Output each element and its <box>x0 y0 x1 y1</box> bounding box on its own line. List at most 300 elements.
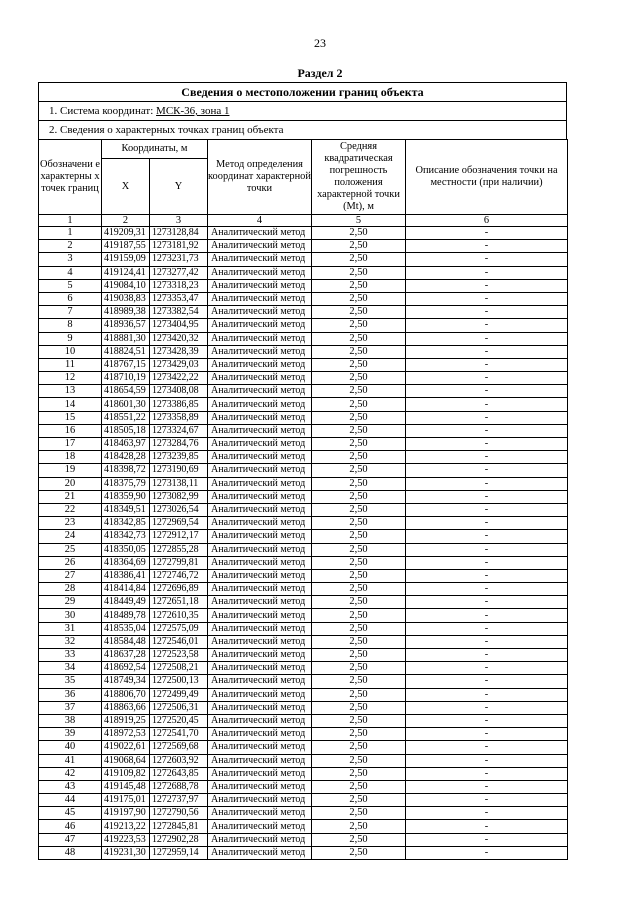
method-cell: Аналитический метод <box>208 754 312 767</box>
method-cell: Аналитический метод <box>208 767 312 780</box>
y-coordinate: 1273128,84 <box>150 227 208 240</box>
y-coordinate: 1272506,31 <box>150 701 208 714</box>
x-coordinate: 418601,30 <box>102 398 150 411</box>
boundary-points-table <box>38 139 568 860</box>
table-row <box>39 543 568 556</box>
x-coordinate: 418806,70 <box>102 688 150 701</box>
description-cell: - <box>406 701 568 714</box>
y-coordinate: 1273190,69 <box>150 464 208 477</box>
point-number: 4 <box>39 266 102 279</box>
column-number: 6 <box>406 215 568 227</box>
point-number: 19 <box>39 464 102 477</box>
x-coordinate: 419159,09 <box>102 253 150 266</box>
description-cell: - <box>406 714 568 727</box>
x-coordinate: 418342,73 <box>102 530 150 543</box>
table-row <box>39 372 568 385</box>
y-coordinate: 1272610,35 <box>150 609 208 622</box>
description-cell: - <box>406 794 568 807</box>
table-row <box>39 477 568 490</box>
y-coordinate: 1272651,18 <box>150 596 208 609</box>
method-cell: Аналитический метод <box>208 490 312 503</box>
accuracy-cell: 2,50 <box>312 754 406 767</box>
accuracy-cell: 2,50 <box>312 253 406 266</box>
method-cell: Аналитический метод <box>208 543 312 556</box>
description-cell: - <box>406 477 568 490</box>
point-number: 41 <box>39 754 102 767</box>
method-cell: Аналитический метод <box>208 424 312 437</box>
table-row <box>39 807 568 820</box>
accuracy-cell: 2,50 <box>312 820 406 833</box>
point-number: 8 <box>39 319 102 332</box>
x-header: X <box>102 159 150 215</box>
x-coordinate: 418463,97 <box>102 438 150 451</box>
point-number: 21 <box>39 490 102 503</box>
description-cell: - <box>406 569 568 582</box>
point-number: 29 <box>39 596 102 609</box>
table-row <box>39 767 568 780</box>
accuracy-cell: 2,50 <box>312 477 406 490</box>
accuracy-cell: 2,50 <box>312 556 406 569</box>
point-number: 14 <box>39 398 102 411</box>
method-cell: Аналитический метод <box>208 556 312 569</box>
table-row <box>39 714 568 727</box>
x-coordinate: 418398,72 <box>102 464 150 477</box>
table-row <box>39 701 568 714</box>
method-cell: Аналитический метод <box>208 279 312 292</box>
point-number: 30 <box>39 609 102 622</box>
y-coordinate: 1272541,70 <box>150 728 208 741</box>
description-cell: - <box>406 438 568 451</box>
method-cell: Аналитический метод <box>208 332 312 345</box>
y-coordinate: 1273181,92 <box>150 240 208 253</box>
method-cell: Аналитический метод <box>208 596 312 609</box>
point-number: 39 <box>39 728 102 741</box>
y-coordinate: 1273422,22 <box>150 372 208 385</box>
point-number: 2 <box>39 240 102 253</box>
accuracy-cell: 2,50 <box>312 503 406 516</box>
x-coordinate: 418342,85 <box>102 517 150 530</box>
method-cell: Аналитический метод <box>208 451 312 464</box>
x-coordinate: 418349,51 <box>102 503 150 516</box>
column-number: 4 <box>208 215 312 227</box>
accuracy-header: Средняя квадратическая погрешность положения характерной точки (Mt), м <box>312 140 406 215</box>
x-coordinate: 418386,41 <box>102 569 150 582</box>
table-row <box>39 728 568 741</box>
y-coordinate: 1273026,54 <box>150 503 208 516</box>
description-cell: - <box>406 345 568 358</box>
method-cell: Аналитический метод <box>208 794 312 807</box>
table-row <box>39 306 568 319</box>
method-cell: Аналитический метод <box>208 530 312 543</box>
y-coordinate: 1272546,01 <box>150 635 208 648</box>
accuracy-cell: 2,50 <box>312 345 406 358</box>
point-number: 34 <box>39 662 102 675</box>
description-cell: - <box>406 609 568 622</box>
x-coordinate: 419124,41 <box>102 266 150 279</box>
x-coordinate: 419038,83 <box>102 292 150 305</box>
point-number: 38 <box>39 714 102 727</box>
y-coordinate: 1273358,89 <box>150 411 208 424</box>
x-coordinate: 418824,51 <box>102 345 150 358</box>
table-row <box>39 332 568 345</box>
method-cell: Аналитический метод <box>208 714 312 727</box>
y-coordinate: 1273082,99 <box>150 490 208 503</box>
x-coordinate: 418350,05 <box>102 543 150 556</box>
x-coordinate: 418692,54 <box>102 662 150 675</box>
point-number: 24 <box>39 530 102 543</box>
table-row <box>39 266 568 279</box>
accuracy-cell: 2,50 <box>312 596 406 609</box>
point-number: 11 <box>39 358 102 371</box>
point-number: 42 <box>39 767 102 780</box>
point-number: 15 <box>39 411 102 424</box>
table-row <box>39 754 568 767</box>
point-number: 47 <box>39 833 102 846</box>
accuracy-cell: 2,50 <box>312 438 406 451</box>
y-coordinate: 1273420,32 <box>150 332 208 345</box>
y-coordinate: 1272643,85 <box>150 767 208 780</box>
table-row <box>39 279 568 292</box>
y-coordinate: 1272746,72 <box>150 569 208 582</box>
description-cell: - <box>406 319 568 332</box>
point-number: 35 <box>39 675 102 688</box>
x-coordinate: 418364,69 <box>102 556 150 569</box>
y-coordinate: 1272845,81 <box>150 820 208 833</box>
point-number: 7 <box>39 306 102 319</box>
description-cell: - <box>406 227 568 240</box>
table-row <box>39 675 568 688</box>
table-row <box>39 451 568 464</box>
point-number: 23 <box>39 517 102 530</box>
x-coordinate: 418375,79 <box>102 477 150 490</box>
x-coordinate: 418972,53 <box>102 728 150 741</box>
column-number-row <box>39 215 568 227</box>
table-row <box>39 424 568 437</box>
table-row <box>39 780 568 793</box>
x-coordinate: 419109,82 <box>102 767 150 780</box>
accuracy-cell: 2,50 <box>312 319 406 332</box>
description-cell: - <box>406 820 568 833</box>
point-number: 45 <box>39 807 102 820</box>
x-coordinate: 419145,48 <box>102 780 150 793</box>
page-number: 23 <box>314 36 326 50</box>
description-cell: - <box>406 292 568 305</box>
description-cell: - <box>406 622 568 635</box>
y-coordinate: 1272523,58 <box>150 649 208 662</box>
accuracy-cell: 2,50 <box>312 767 406 780</box>
point-number: 43 <box>39 780 102 793</box>
accuracy-cell: 2,50 <box>312 833 406 846</box>
y-coordinate: 1273284,76 <box>150 438 208 451</box>
table-row <box>39 596 568 609</box>
accuracy-cell: 2,50 <box>312 635 406 648</box>
x-coordinate: 418505,18 <box>102 424 150 437</box>
method-cell: Аналитический метод <box>208 820 312 833</box>
x-coordinate: 418767,15 <box>102 358 150 371</box>
x-coordinate: 418881,30 <box>102 332 150 345</box>
description-cell: - <box>406 728 568 741</box>
description-cell: - <box>406 517 568 530</box>
method-cell: Аналитический метод <box>208 266 312 279</box>
method-cell: Аналитический метод <box>208 780 312 793</box>
table-row <box>39 583 568 596</box>
point-number: 5 <box>39 279 102 292</box>
y-coordinate: 1272603,92 <box>150 754 208 767</box>
y-coordinate: 1272969,54 <box>150 517 208 530</box>
accuracy-cell: 2,50 <box>312 543 406 556</box>
column-number: 3 <box>150 215 208 227</box>
y-coordinate: 1273353,47 <box>150 292 208 305</box>
x-coordinate: 419213,22 <box>102 820 150 833</box>
y-coordinate: 1272855,28 <box>150 543 208 556</box>
y-coordinate: 1272737,97 <box>150 794 208 807</box>
method-cell: Аналитический метод <box>208 227 312 240</box>
x-coordinate: 419231,30 <box>102 846 150 859</box>
x-coordinate: 419187,55 <box>102 240 150 253</box>
accuracy-cell: 2,50 <box>312 794 406 807</box>
column-number: 1 <box>39 215 102 227</box>
method-cell: Аналитический метод <box>208 385 312 398</box>
x-coordinate: 418551,22 <box>102 411 150 424</box>
table-row <box>39 833 568 846</box>
accuracy-cell: 2,50 <box>312 569 406 582</box>
method-cell: Аналитический метод <box>208 306 312 319</box>
method-cell: Аналитический метод <box>208 253 312 266</box>
accuracy-cell: 2,50 <box>312 227 406 240</box>
description-cell: - <box>406 530 568 543</box>
accuracy-cell: 2,50 <box>312 728 406 741</box>
method-cell: Аналитический метод <box>208 701 312 714</box>
method-cell: Аналитический метод <box>208 609 312 622</box>
accuracy-cell: 2,50 <box>312 358 406 371</box>
table-row <box>39 517 568 530</box>
description-cell: - <box>406 556 568 569</box>
method-cell: Аналитический метод <box>208 741 312 754</box>
method-cell: Аналитический метод <box>208 583 312 596</box>
point-number: 22 <box>39 503 102 516</box>
table-row <box>39 240 568 253</box>
description-cell: - <box>406 306 568 319</box>
point-number: 10 <box>39 345 102 358</box>
table-row <box>39 846 568 859</box>
table-row <box>39 662 568 675</box>
y-coordinate: 1273239,85 <box>150 451 208 464</box>
point-number: 3 <box>39 253 102 266</box>
point-number: 9 <box>39 332 102 345</box>
accuracy-cell: 2,50 <box>312 424 406 437</box>
point-number: 26 <box>39 556 102 569</box>
accuracy-cell: 2,50 <box>312 846 406 859</box>
method-cell: Аналитический метод <box>208 846 312 859</box>
table-row <box>39 319 568 332</box>
accuracy-cell: 2,50 <box>312 675 406 688</box>
method-cell: Аналитический метод <box>208 372 312 385</box>
accuracy-cell: 2,50 <box>312 688 406 701</box>
table-row <box>39 438 568 451</box>
method-cell: Аналитический метод <box>208 649 312 662</box>
table-row <box>39 411 568 424</box>
description-cell: - <box>406 253 568 266</box>
y-coordinate: 1273428,39 <box>150 345 208 358</box>
document-heading: Сведения о местоположении границ объекта <box>38 82 567 101</box>
table-row <box>39 794 568 807</box>
description-cell: - <box>406 767 568 780</box>
accuracy-cell: 2,50 <box>312 451 406 464</box>
method-cell: Аналитический метод <box>208 569 312 582</box>
point-number: 28 <box>39 583 102 596</box>
boundary-points-document <box>38 82 567 860</box>
x-coordinate: 419223,53 <box>102 833 150 846</box>
description-cell: - <box>406 411 568 424</box>
y-coordinate: 1272912,17 <box>150 530 208 543</box>
method-cell: Аналитический метод <box>208 675 312 688</box>
table-row <box>39 609 568 622</box>
point-number: 25 <box>39 543 102 556</box>
point-number: 32 <box>39 635 102 648</box>
table-row <box>39 635 568 648</box>
x-coordinate: 418359,90 <box>102 490 150 503</box>
table-row <box>39 569 568 582</box>
accuracy-cell: 2,50 <box>312 807 406 820</box>
x-coordinate: 418936,57 <box>102 319 150 332</box>
point-number: 27 <box>39 569 102 582</box>
y-coordinate: 1272569,68 <box>150 741 208 754</box>
x-coordinate: 418919,25 <box>102 714 150 727</box>
x-coordinate: 419084,10 <box>102 279 150 292</box>
table-row <box>39 820 568 833</box>
accuracy-cell: 2,50 <box>312 398 406 411</box>
y-coordinate: 1273386,85 <box>150 398 208 411</box>
x-coordinate: 418637,28 <box>102 649 150 662</box>
table-row <box>39 741 568 754</box>
description-header: Описание обозначения точки на местности (при наличии) <box>406 140 568 215</box>
point-number: 36 <box>39 688 102 701</box>
point-number: 40 <box>39 741 102 754</box>
description-cell: - <box>406 451 568 464</box>
table-row <box>39 253 568 266</box>
description-cell: - <box>406 596 568 609</box>
description-cell: - <box>406 240 568 253</box>
y-coordinate: 1273231,73 <box>150 253 208 266</box>
accuracy-cell: 2,50 <box>312 411 406 424</box>
x-coordinate: 418428,28 <box>102 451 150 464</box>
accuracy-cell: 2,50 <box>312 714 406 727</box>
method-cell: Аналитический метод <box>208 292 312 305</box>
accuracy-cell: 2,50 <box>312 741 406 754</box>
y-coordinate: 1273382,54 <box>150 306 208 319</box>
description-cell: - <box>406 583 568 596</box>
accuracy-cell: 2,50 <box>312 279 406 292</box>
x-coordinate: 418489,78 <box>102 609 150 622</box>
point-number: 12 <box>39 372 102 385</box>
table-row <box>39 503 568 516</box>
method-cell: Аналитический метод <box>208 622 312 635</box>
point-number: 31 <box>39 622 102 635</box>
y-coordinate: 1272959,14 <box>150 846 208 859</box>
description-cell: - <box>406 385 568 398</box>
designation-header: Обозначени е характерны х точек границ <box>39 140 102 215</box>
table-row <box>39 345 568 358</box>
y-coordinate: 1273318,23 <box>150 279 208 292</box>
point-number: 16 <box>39 424 102 437</box>
table-row <box>39 622 568 635</box>
method-cell: Аналитический метод <box>208 662 312 675</box>
description-cell: - <box>406 490 568 503</box>
table-row <box>39 688 568 701</box>
accuracy-cell: 2,50 <box>312 662 406 675</box>
method-cell: Аналитический метод <box>208 345 312 358</box>
method-cell: Аналитический метод <box>208 464 312 477</box>
table-row <box>39 292 568 305</box>
description-cell: - <box>406 398 568 411</box>
x-coordinate: 419209,31 <box>102 227 150 240</box>
description-cell: - <box>406 846 568 859</box>
x-coordinate: 418584,48 <box>102 635 150 648</box>
point-number: 20 <box>39 477 102 490</box>
description-cell: - <box>406 266 568 279</box>
x-coordinate: 419197,90 <box>102 807 150 820</box>
coordinate-system-label: 1. Система координат: <box>49 105 154 117</box>
description-cell: - <box>406 833 568 846</box>
point-number: 44 <box>39 794 102 807</box>
method-cell: Аналитический метод <box>208 319 312 332</box>
x-coordinate: 418449,49 <box>102 596 150 609</box>
table-row <box>39 490 568 503</box>
point-number: 18 <box>39 451 102 464</box>
method-cell: Аналитический метод <box>208 688 312 701</box>
description-cell: - <box>406 464 568 477</box>
method-cell: Аналитический метод <box>208 240 312 253</box>
accuracy-cell: 2,50 <box>312 306 406 319</box>
table-row <box>39 556 568 569</box>
method-cell: Аналитический метод <box>208 438 312 451</box>
table-row <box>39 649 568 662</box>
table-row <box>39 398 568 411</box>
table-row <box>39 464 568 477</box>
y-coordinate: 1273277,42 <box>150 266 208 279</box>
y-coordinate: 1273408,08 <box>150 385 208 398</box>
accuracy-cell: 2,50 <box>312 701 406 714</box>
x-coordinate: 418989,38 <box>102 306 150 319</box>
accuracy-cell: 2,50 <box>312 622 406 635</box>
y-coordinate: 1272696,89 <box>150 583 208 596</box>
description-cell: - <box>406 741 568 754</box>
description-cell: - <box>406 372 568 385</box>
column-number: 2 <box>102 215 150 227</box>
accuracy-cell: 2,50 <box>312 490 406 503</box>
method-cell: Аналитический метод <box>208 517 312 530</box>
method-cell: Аналитический метод <box>208 503 312 516</box>
x-coordinate: 419175,01 <box>102 794 150 807</box>
point-number: 48 <box>39 846 102 859</box>
description-cell: - <box>406 675 568 688</box>
point-number: 17 <box>39 438 102 451</box>
coordinate-system-value: МСК-36, зона 1 <box>156 105 230 117</box>
y-header: Y <box>150 159 208 215</box>
x-coordinate: 418710,19 <box>102 372 150 385</box>
description-cell: - <box>406 279 568 292</box>
point-number: 37 <box>39 701 102 714</box>
description-cell: - <box>406 807 568 820</box>
accuracy-cell: 2,50 <box>312 649 406 662</box>
coordinate-system-line <box>38 101 567 120</box>
table-row <box>39 530 568 543</box>
method-cell: Аналитический метод <box>208 833 312 846</box>
section-title: Раздел 2 <box>297 66 343 80</box>
point-number: 33 <box>39 649 102 662</box>
points-table-body <box>39 227 568 860</box>
x-coordinate: 418654,59 <box>102 385 150 398</box>
